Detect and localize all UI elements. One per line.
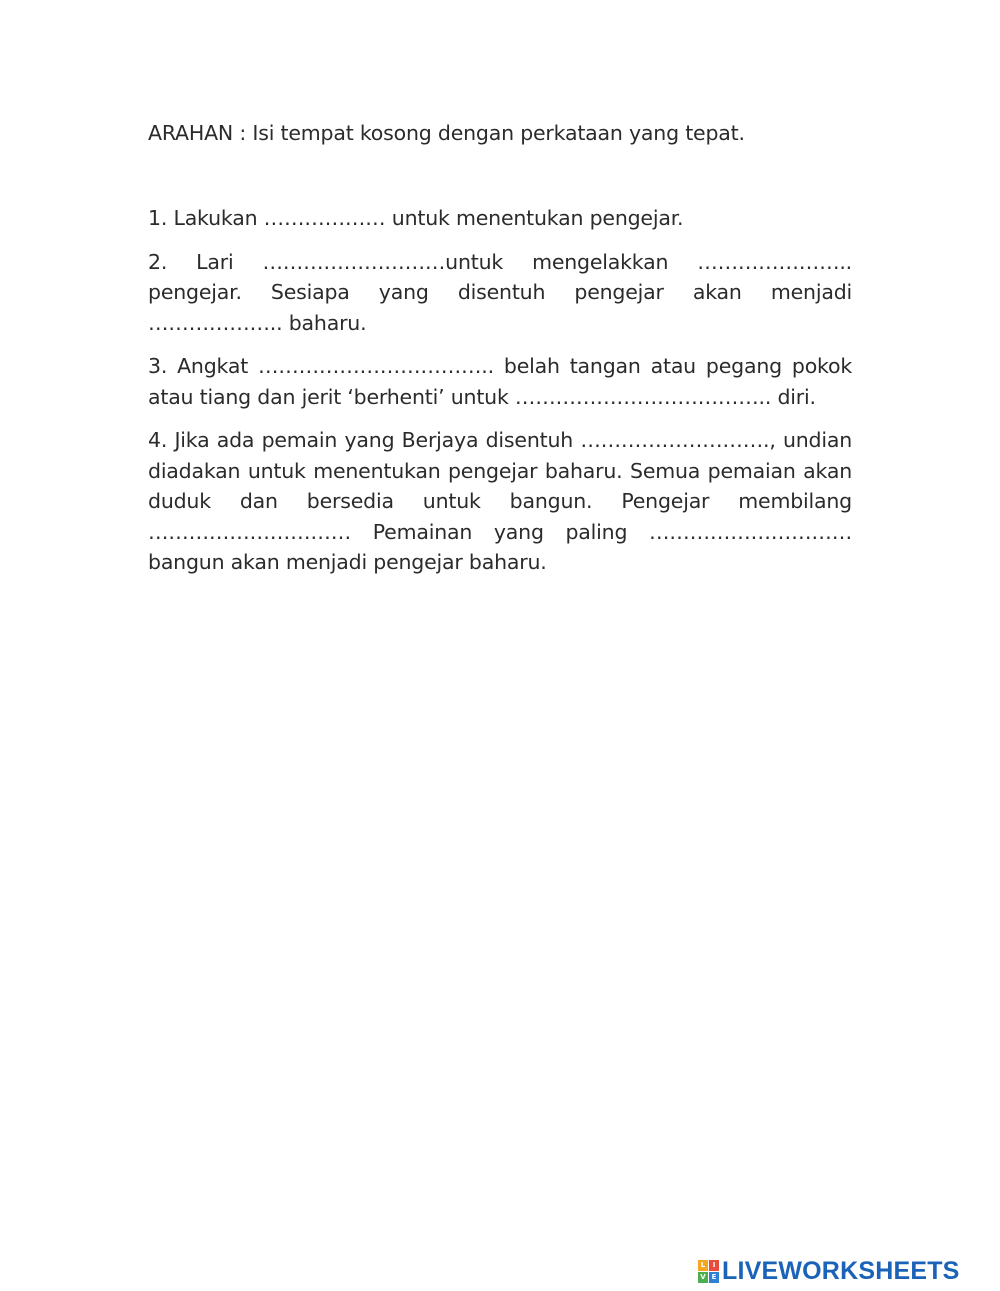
logo-text: LIVEWORKSHEETS	[722, 1257, 960, 1285]
logo-block-i: I	[709, 1260, 719, 1271]
logo-block-v: V	[698, 1272, 708, 1283]
question-3: 3. Angkat …………………………….. belah tangan atau pegang pokok atau tiang dan jerit ‘berhenti’ untuk ……………………………….. diri.	[148, 354, 852, 409]
question-list	[148, 203, 852, 591]
instruction-text: ARAHAN : Isi tempat kosong dengan perkataan yang tepat.	[148, 121, 745, 145]
question-4: 4. Jika ada pemain yang Berjaya disentuh ………………………., undian diadakan untuk menentukan pengejar baharu. Semua pemaian akan duduk dan bersedia untuk bangun. Pengejar membilang ………………………… Pemainan yang paling ………………………… bangun akan menjadi pengejar baharu.	[148, 428, 852, 574]
question-1: 1. Lakukan ……………… untuk menentukan pengejar.	[148, 206, 684, 230]
logo-block-l: L	[698, 1260, 708, 1271]
logo-block-e: E	[709, 1272, 719, 1283]
liveworksheets-logo	[698, 1258, 960, 1284]
question-2: 2. Lari ………………………untuk mengelakkan ………………….. pengejar. Sesiapa yang disentuh pengejar akan menjadi ……………….. baharu.	[148, 249, 852, 335]
logo-blocks-icon	[698, 1260, 719, 1283]
